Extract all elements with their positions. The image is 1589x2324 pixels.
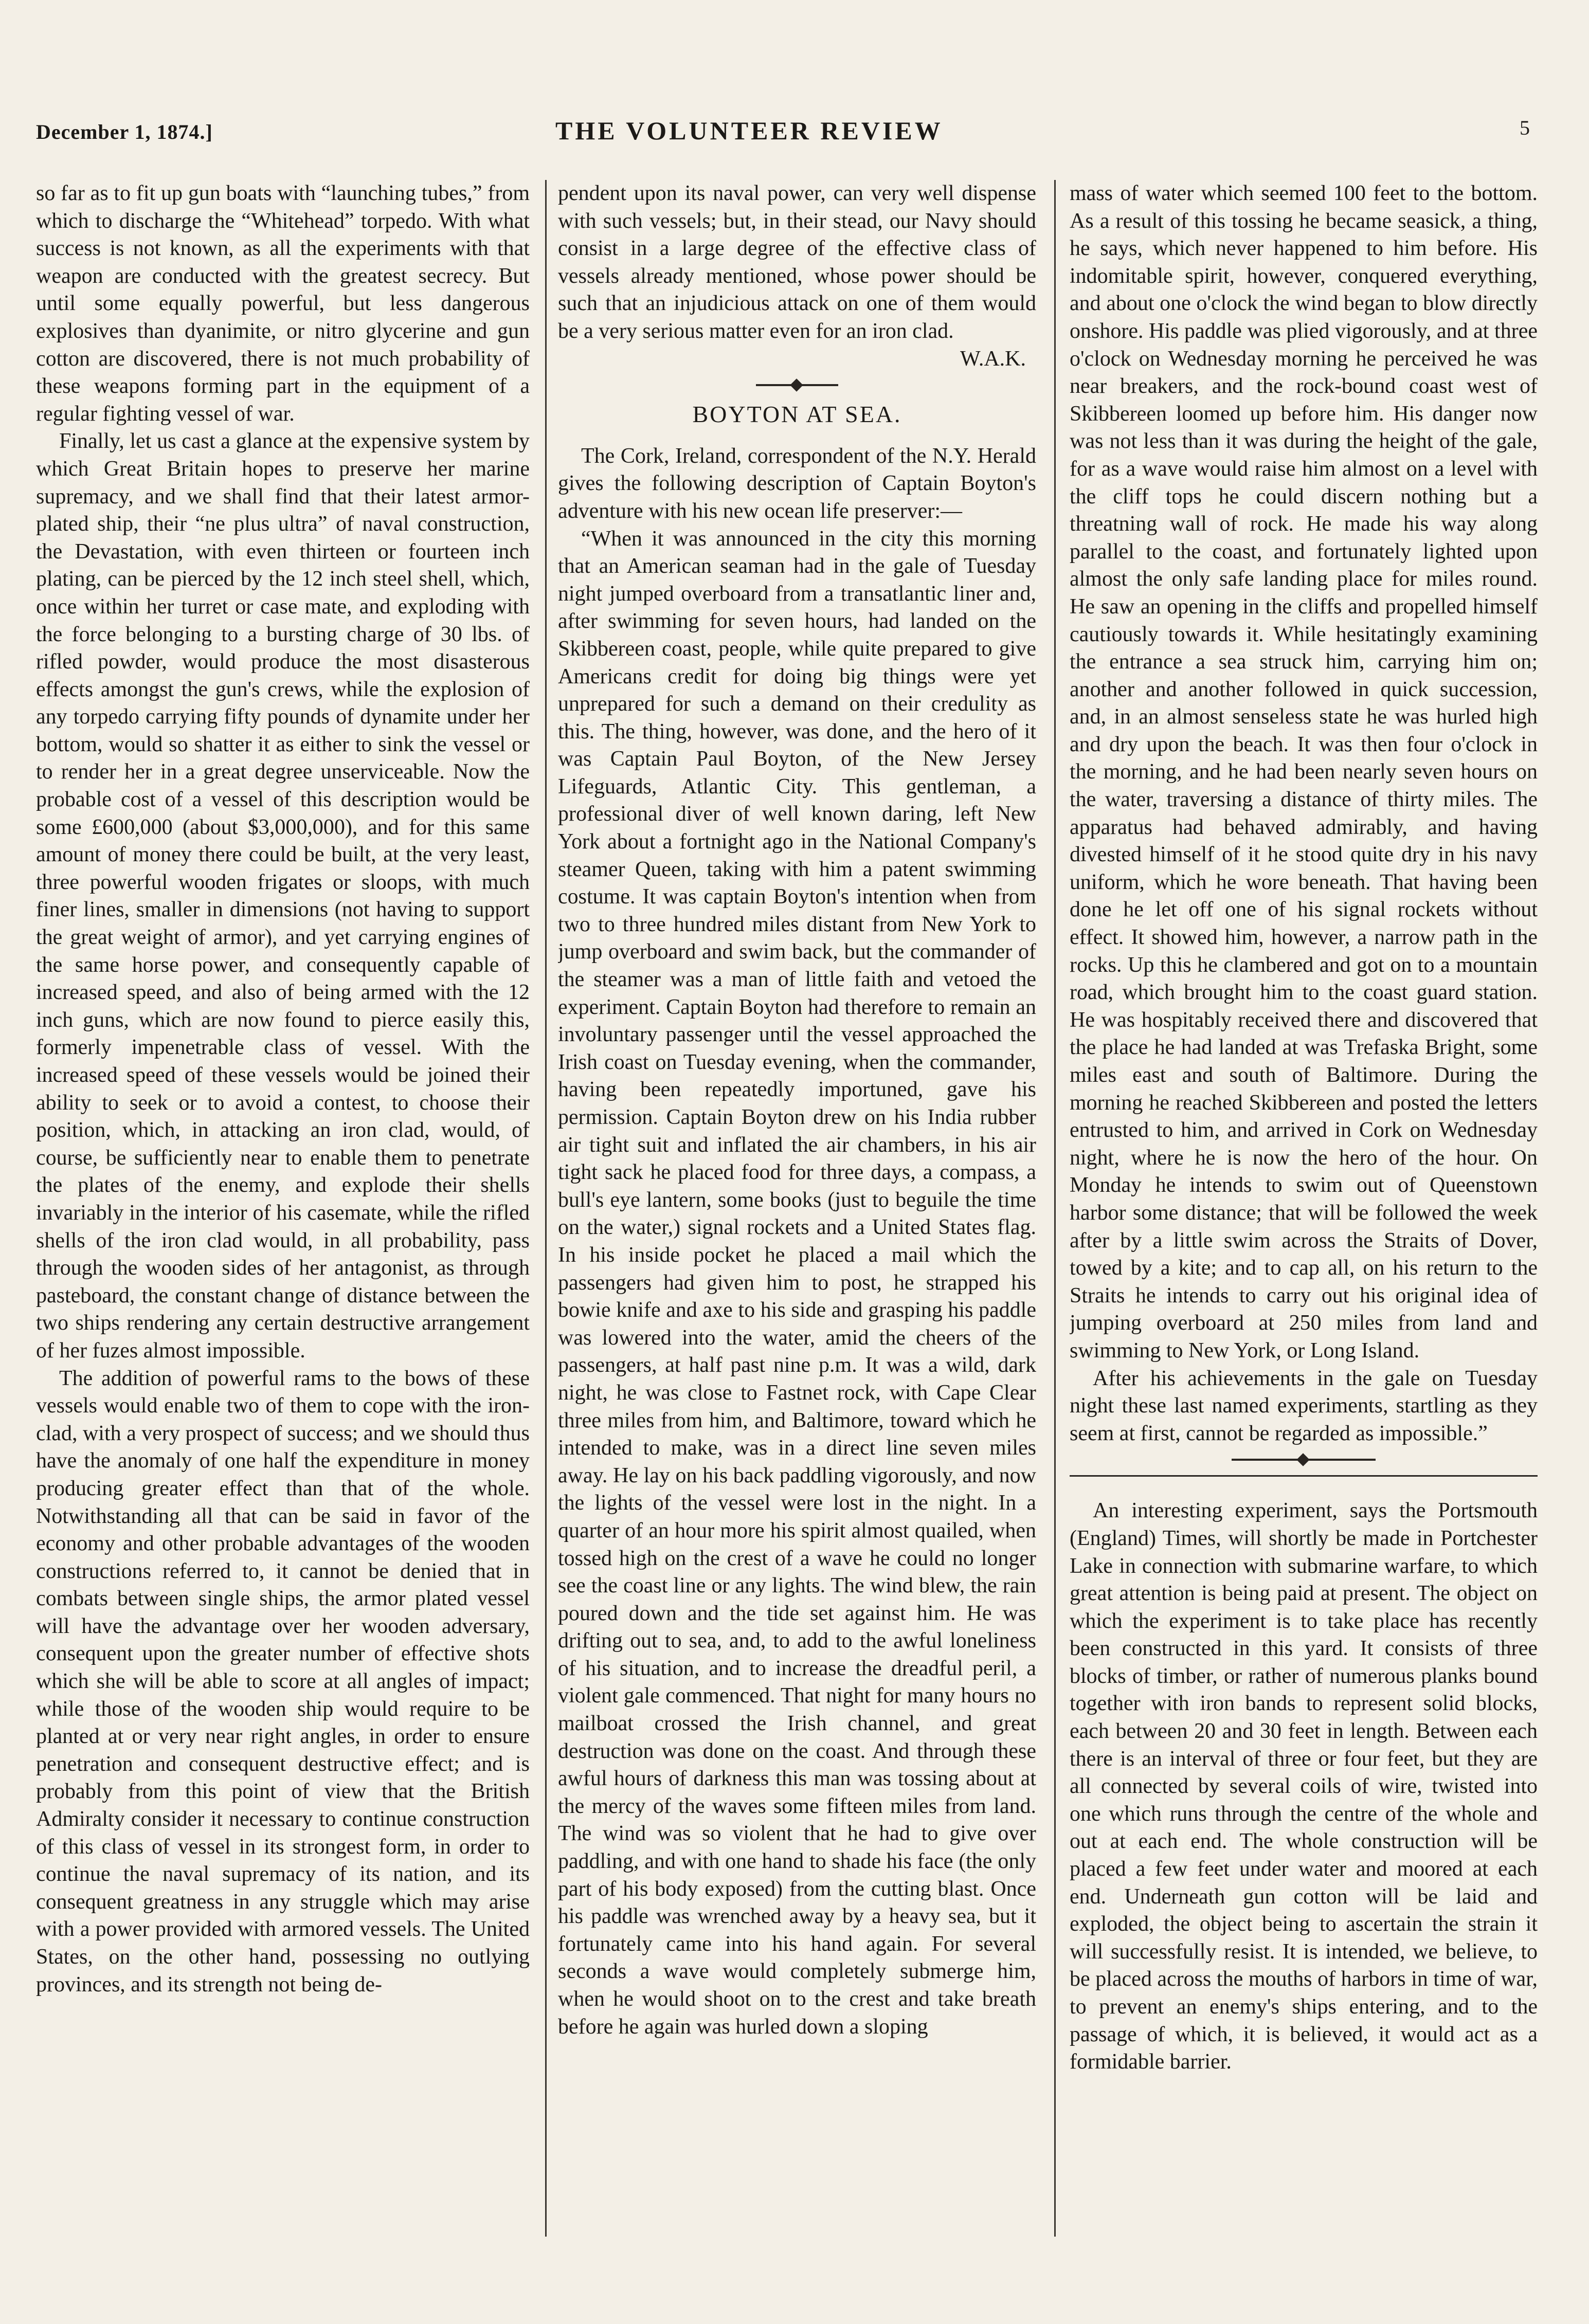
section-divider — [756, 384, 838, 386]
masthead-title: THE VOLUNTEER REVIEW — [555, 116, 943, 145]
page-header — [36, 116, 1535, 152]
article-paragraph: pendent upon its naval power, can very well dispense with such vessels; but, in their stead, our Navy should consist in a large degree of the effective class of vessels already mentioned, whose power should be such that an injudicious attack on one of them would be a very serious matter even for an iron clad. — [558, 181, 1036, 343]
issue-date: December 1, 1874.] — [36, 120, 213, 143]
page-number: 5 — [1520, 116, 1530, 139]
column-rule-right — [1054, 180, 1056, 2237]
column-rule-left — [545, 180, 547, 2237]
column-2 — [558, 180, 1036, 2257]
author-signature: W.A.K. — [960, 347, 1026, 371]
section-divider — [1232, 1459, 1376, 1461]
section-title: BOYTON AT SEA. — [692, 401, 902, 428]
article-paragraph: An interesting experiment, says the Portsmouth (England) Times, will shortly be made in Portchester Lake in connection with submarine warfare, to which great attention is being paid at present. The object on which the experiment is to take place has recently been constructed in this yard. It consists of three blocks of timber, or rather of numerous planks bound together with iron bands to represent solid blocks, each between 20 and 30 feet in length. Between each there is an interval of three or four feet, but they are all connected by several coils of wire, twisted into one which runs through the centre of the whole and out at each end. The whole construction will be placed a few feet under water and moored at each end. Underneath gun cotton will be laid and exploded, the object being to ascertain the strain it will successfully resist. It is intended, we believe, to be placed across the mouths of harbors in time of war, to prevent an enemy's ships entering, and to the passage of which, it is believed, it would act as a formidable barrier. — [1070, 1499, 1538, 2074]
column-1 — [36, 180, 530, 2257]
article-paragraph: After his achievements in the gale on Tuesday night these last named experiments, startling as they seem at first, cannot be regarded as impossible.” — [1070, 1366, 1538, 1445]
article-paragraph: so far as to fit up gun boats with “launching tubes,” from which to discharge the “Whitehead” torpedo. With what success is not known, as all the experiments with that weapon are conducted with the greatest secrecy. But until some equally powerful, but less dangerous explosives than dyanimite, or nitro glycerine and gun cotton are discovered, there is not much probability of these weapons forming part in the equipment of a regular fighting vessel of war. — [36, 181, 530, 426]
article-paragraph: mass of water which seemed 100 feet to the bottom. As a result of this tossing he became seasick, a thing, he says, which never happened to him before. His indomitable spirit, however, conquered everything, and about one o'clock the wind began to blow directly onshore. His paddle was plied vigorously, and at three o'clock on Wednesday morning he perceived he was near breakers, and the rock-bound coast west of Skibbereen loomed up before him. His danger now was not less than it was during the height of the gale, for as a wave would raise him almost on a level with the cliff tops he could discern nothing but a threatning wall of rock. He made his way along parallel to the coast, and fortunately lighted upon almost the only safe landing place for miles round. He saw an opening in the cliffs and propelled himself cautiously towards it. While hesitatingly examining the entrance a sea struck him, carrying him on; another and another followed in quick succession, and, in an almost senseless state he was hurled high and dry upon the beach. It was then four o'clock in the morning, and he had been nearly seven hours on the water, traversing a distance of thirty miles. The apparatus had behaved admirably, and having divested himself of it he stood quite dry in his navy uniform, which he wore beneath. That having been done he let off one of his signal rockets without effect. It showed him, however, a narrow path in the rocks. Up this he clambered and got on to a mountain road, which brought him to the coast guard station. He was hospitably received there and discovered that the place he had landed at was Trefaska Bright, some miles east and south of Baltimore. During the morning he reached Skibbereen and posted the letters entrusted to him, and arrived in Cork on Wednesday night, where he is now the hero of the hour. On Monday he intends to swim out of Queenstown harbor some distance; that will be followed the week after by a little swim across the Straits of Dover, towed by a kite; and to cap all, on his return to the Straits he intends to carry out his original idea of jumping overboard at 250 miles from land and swimming to New York, or Long Island. — [1070, 181, 1538, 1363]
article-paragraph: The addition of powerful rams to the bows of these vessels would enable two of them to cope with the iron-clad, with a very prospect of success; and we should thus have the anomaly of one half the expenditure in money producing greater effect than that of the whole. Notwithstanding all that can be said in favor of the economy and other probable advantages of the wooden constructions referred to, it cannot be denied that in combats between single ships, the armor plated vessel will have the advantage over her wooden adversary, consequent upon the greater number of effective shots which she will be able to score at all angles of impact; while those of the wooden ship would require to be planted at or very near right angles, in order to ensure penetration and consequent destructive effect; and is probably from this point of view that the British Admiralty consider it necessary to continue construction of this class of vessel in its strongest form, in order to continue the naval supremacy of its nation, and its consequent greatness in any struggle which may arise with a power provided with armored vessels. The United States, on the other hand, possessing no outlying provinces, and its strength not being de- — [36, 1366, 530, 1996]
article-paragraph: “When it was announced in the city this morning that an American seaman had in the gale of Tuesday night jumped overboard from a transatlantic liner and, after swimming for seven hours, had landed on the Skibbereen coast, people, while quite prepared to give Americans credit for doing big things were yet unprepared for such a demand on their credulity as this. The thing, however, was done, and the hero of it was Captain Paul Boyton, of the New Jersey Lifeguards, Atlantic City. This gentleman, a professional diver of well known daring, left New York about a fortnight ago in the National Company's steamer Queen, taking with him a patent swimming costume. It was captain Boyton's intention when from two to three hundred miles distant from New York to jump overboard and swim back, but the commander of the steamer was a man of little faith and vetoed the experiment. Captain Boyton had therefore to remain an involuntary passenger until the vessel approached the Irish coast on Tuesday evening, when the commander, having been repeatedly importuned, gave his permission. Captain Boyton drew on his India rubber air tight suit and inflated the air chambers, in his air tight sack he placed food for three days, a compass, a bull's eye lantern, some books (just to beguile the time on the water,) signal rockets and a United States flag. In his inside pocket he placed a mail which the passengers had given him to post, he strapped his bowie knife and axe to his side and grasping his paddle was lowered into the water, amid the cheers of the passengers, at half past nine p.m. It was a wild, dark night, he was close to Fastnet rock, with Cape Clear three miles from him, and Baltimore, toward which he intended to make, was in a direct line seven miles away. He lay on his back paddling vigorously, and now the lights of the vessel were lost in the night. In a quarter of an hour more his spirit almost quailed, when tossed high on the crest of a wave he could no longer see the coast line or any lights. The wind blew, the rain poured down and the tide set against him. He was drifting out to sea, and, to add to the awful loneliness of his situation, and to increase the dreadful peril, a violent gale commenced. That night for many hours no mailboat crossed the Irish channel, and great destruction was done on the coast. And through these awful hours of darkness this man was tossing about at the mercy of the waves some fifteen miles from land. The wind was so violent that he had to give over paddling, and with one hand to shade his face (the only part of his body exposed) from the cutting blast. Once his paddle was wrenched away by a heavy sea, but it fortunately came into his hand again. For several seconds a wave would completely submerge him, when he would shoot on to the crest and take breath before he again was hurled down a sloping — [558, 526, 1036, 2039]
section-rule — [1070, 1475, 1538, 1477]
article-paragraph: The Cork, Ireland, correspondent of the N.Y. Herald gives the following description of Captain Boyton's adventure with his new ocean life preserver:— — [558, 444, 1036, 523]
article-paragraph: Finally, let us cast a glance at the expensive system by which Great Britain hopes to preserve her marine supremacy, and we shall find that their latest armor-plated ship, their “ne plus ultra” of naval construction, the Devastation, with even thirteen or fourteen inch plating, can be pierced by the 12 inch steel shell, which, once within her turret or case mate, and exploding with the force belonging to a bursting charge of 30 lbs. of rifled powder, would produce the most disasterous effects amongst the gun's crews, while the explosion of any torpedo carrying fifty pounds of dynamite under her bottom, would so shatter it as either to sink the vessel or to render her in a great degree unserviceable. Now the probable cost of a vessel of this description would be some £600,000 (about $3,000,000), and for this same amount of money there could be built, at the very least, three powerful wooden frigates or sloops, with much finer lines, smaller in dimensions (not having to support the great weight of armor), and yet carrying engines of the same horse power, and consequently capable of increased speed, and also of being armed with the 12 inch guns, which are now found to pierce easily this, formerly impenetrable class of vessel. With the increased speed of these vessels would be joined their ability to seek or to avoid a contest, to choose their position, which, in attacking an iron clad, would, of course, be sufficiently near to enable them to penetrate the plates of the enemy, and explode their shells invariably in the interior of his casemate, while the rifled shells of the iron clad would, in all probability, pass through the wooden sides of her antagonist, as through pasteboard, the constant change of distance between the two ships rendering any certain destructive arrangement of her fuzes almost impossible. — [36, 429, 530, 1363]
column-3 — [1070, 180, 1538, 2257]
